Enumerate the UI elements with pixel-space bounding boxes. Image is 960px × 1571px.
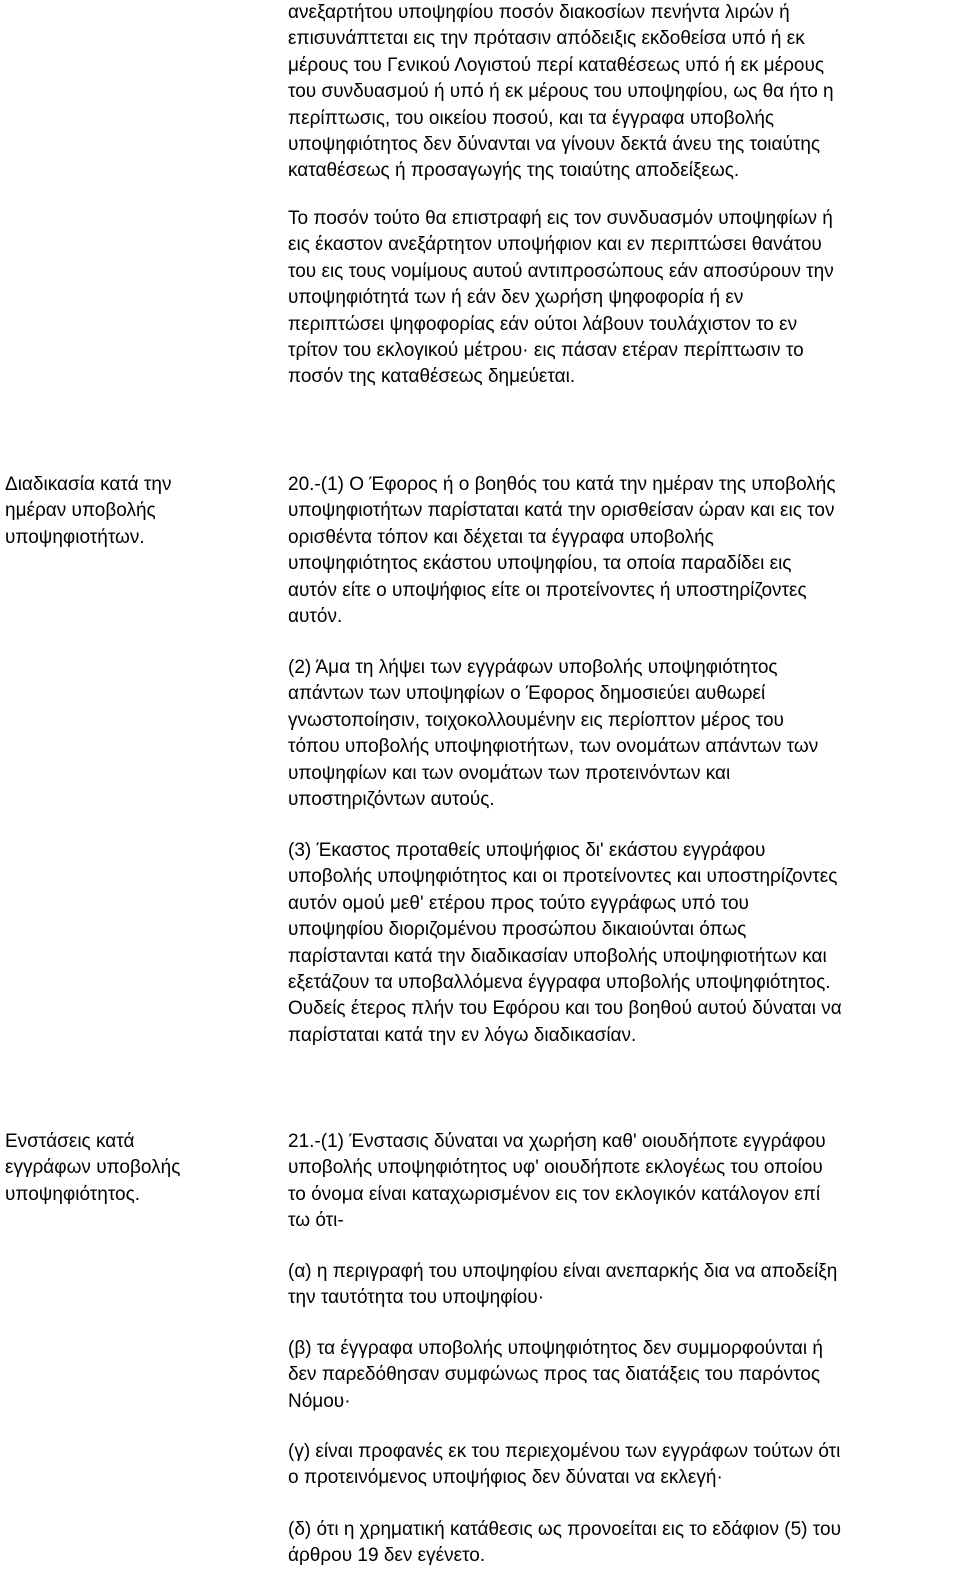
text-line: απάντων των υποψηφίων ο Έφορος δημοσιεύει αυθωρεί bbox=[288, 683, 766, 705]
text-line: υποψηφιότητος εκάστου υποψηφίου, τα οποία παραδίδει εις bbox=[288, 553, 792, 575]
section-21-item-c bbox=[288, 1439, 960, 1492]
text-line: (3) Έκαστος προταθείς υποψήφιος δι' εκάστου εγγράφου bbox=[288, 840, 766, 861]
section-21-item-d bbox=[288, 1517, 960, 1570]
text-line: (δ) ότι η χρηματική κατάθεσις ως προνοείται εις το εδάφιον (5) του bbox=[288, 1519, 841, 1540]
text-line: του εις τους νομίμους αυτού αντιπροσώπους εάν αποσύρουν την bbox=[288, 260, 834, 282]
margin-note-line: υποψηφιότητος. bbox=[5, 1183, 141, 1205]
intro-paragraph-2 bbox=[288, 206, 960, 391]
text-line: Ουδείς έτερος πλήν του Εφόρου και του βοηθού αυτού δύναται να bbox=[288, 998, 842, 1020]
text-line: παρίσταται κατά την εν λόγω διαδικασίαν. bbox=[288, 1024, 637, 1046]
margin-note-line: Διαδικασία κατά την bbox=[5, 474, 172, 495]
text-line: 20.-(1) Ο Έφορος ή ο βοηθός του κατά την ημέραν της υποβολής bbox=[288, 474, 836, 495]
text-line: τω ότι- bbox=[288, 1210, 344, 1232]
section-20-margin-note bbox=[5, 472, 235, 551]
text-line: αυτόν ομού μεθ' ετέρου προς τούτο εγγράφως υπό του bbox=[288, 892, 749, 914]
text-line: μέρους του Γενικού Λογιστού περί καταθέσεως υπό ή εκ μέρους bbox=[288, 54, 825, 76]
text-line: ανεξαρτήτου υποψηφίου ποσόν διακοσίων πενήντα λιρών ή bbox=[288, 2, 790, 23]
text-line: (β) τα έγγραφα υποβολής υποψηφιότητος δεν συμμορφούνται ή bbox=[288, 1338, 823, 1359]
text-line: τόπου υποβολής υποψηφιοτήτων, των ονομάτων απάντων των bbox=[288, 736, 819, 758]
text-line: εξετάζουν τα υποβαλλόμενα έγγραφα υποβολής υποψηφιότητος. bbox=[288, 972, 831, 994]
text-line: Το ποσόν τούτο θα επιστραφή εις τον συνδυασμόν υποψηφίων ή bbox=[288, 208, 833, 229]
text-line: υποψηφιότητά των ή εάν δεν χωρήση ψηφοφορία ή εν bbox=[288, 287, 744, 309]
text-line: υποψηφιοτήτων παρίσταται κατά την ορισθείσαν ώραν και εις τον bbox=[288, 500, 835, 522]
text-line: ποσόν της καταθέσεως δημεύεται. bbox=[288, 366, 576, 388]
text-line: υποψηφίου διοριζομένου προσώπου δικαιούνται όπως bbox=[288, 919, 747, 941]
section-21-item-a bbox=[288, 1259, 960, 1312]
text-line: γνωστοποίησιν, τοιχοκολλουμένην εις περίοπτον μέρος του bbox=[288, 709, 784, 731]
text-line: δεν παρεδόθησαν συμφώνως προς τας διατάξεις του παρόντος bbox=[288, 1364, 821, 1386]
text-line: ορισθέντα τόπον και δέχεται τα έγγραφα υποβολής bbox=[288, 526, 714, 548]
text-line: (α) η περιγραφή του υποψηφίου είναι ανεπαρκής δια να αποδείξη bbox=[288, 1261, 838, 1282]
margin-note-line: υποψηφιοτήτων. bbox=[5, 526, 145, 548]
section-20-paragraph-2 bbox=[288, 655, 960, 813]
text-line: αυτόν είτε ο υποψήφιος είτε οι προτείνοντες ή υποστηρίζοντες bbox=[288, 579, 807, 601]
text-line: τρίτον του εκλογικού μέτρου· εις πάσαν ετέραν περίπτωσιν το bbox=[288, 340, 804, 362]
text-line: (γ) είναι προφανές εκ του περιεχομένου των εγγράφων τούτων ότι bbox=[288, 1441, 841, 1462]
text-line: υποστηριζόντων αυτούς. bbox=[288, 789, 495, 811]
section-21-item-b bbox=[288, 1336, 960, 1415]
text-line: υποψηφίων και των ονομάτων των προτεινόντων και bbox=[288, 762, 731, 784]
section-20-paragraph-1 bbox=[288, 472, 960, 630]
text-line: Νόμου· bbox=[288, 1390, 351, 1412]
text-line: εις έκαστον ανεξάρτητον υποψήφιον και εν περιπτώσει θανάτου bbox=[288, 234, 822, 256]
section-20-paragraph-3 bbox=[288, 838, 960, 1049]
intro-paragraph-1 bbox=[288, 0, 960, 185]
text-line: καταθέσεως ή προσαγωγής της τοιαύτης αποδείξεως. bbox=[288, 160, 740, 182]
section-21-margin-note bbox=[5, 1129, 235, 1208]
text-line: του συνδυασμού ή υπό ή εκ μέρους του υποψηφίου, ως θα ήτο η bbox=[288, 81, 834, 103]
section-21-paragraph-1 bbox=[288, 1129, 960, 1235]
text-line: αυτόν. bbox=[288, 606, 343, 628]
text-line: ο προτεινόμενος υποψήφιος δεν δύναται να εκλεγή· bbox=[288, 1467, 723, 1489]
margin-note-line: Ενστάσεις κατά bbox=[5, 1131, 135, 1152]
text-line: επισυνάπτεται εις την πρότασιν απόδειξις εκδοθείσα υπό ή εκ bbox=[288, 28, 805, 50]
text-line: άρθρου 19 δεν εγένετο. bbox=[288, 1545, 486, 1567]
text-line: περιπτώσει ψηφοφορίας εάν ούτοι λάβουν τουλάχιστον το εν bbox=[288, 313, 798, 335]
text-line: υποβολής υποψηφιότητος υφ' οιουδήποτε εκλογέως του οποίου bbox=[288, 1157, 823, 1179]
text-line: (2) Άμα τη λήψει των εγγράφων υποβολής υποψηφιότητος bbox=[288, 657, 778, 678]
margin-note-line: ημέραν υποβολής bbox=[5, 500, 156, 522]
text-line: 21.-(1) Ένστασις δύναται να χωρήση καθ' οιουδήποτε εγγράφου bbox=[288, 1131, 826, 1152]
text-line: παρίστανται κατά την διαδικασίαν υποβολής υποψηφιοτήτων και bbox=[288, 945, 827, 967]
text-line: την ταυτότητα του υποψηφίου· bbox=[288, 1287, 545, 1309]
margin-note-line: εγγράφων υποβολής bbox=[5, 1157, 181, 1179]
text-line: το όνομα είναι καταχωρισμένον εις τον εκλογικόν κατάλογον επί bbox=[288, 1183, 821, 1205]
text-line: υποψηφιότητος δεν δύνανται να γίνουν δεκτά άνευ της τοιαύτης bbox=[288, 134, 821, 156]
text-line: περίπτωσις, του οικείου ποσού, και τα έγγραφα υποβολής bbox=[288, 107, 775, 129]
text-line: υποβολής υποψηφιότητος και οι προτείνοντες και υποστηρίζοντες bbox=[288, 866, 838, 888]
